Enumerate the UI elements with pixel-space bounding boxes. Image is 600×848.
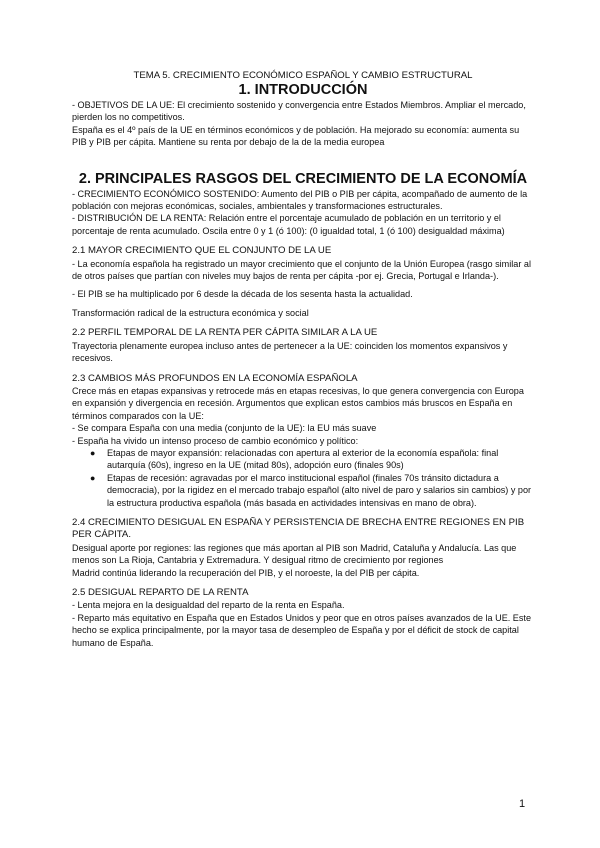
subsection-2-1-paragraph-2: - El PIB se ha multiplicado por 6 desde la década de los sesenta hasta la actualidad. <box>72 289 413 300</box>
section-2-paragraph-1: - CRECIMIENTO ECONÓMICO SOSTENIDO: Aumento del PIB o PIB per cápita, acompañado de aumento de la población con mejoras económicas, sociales, ambientales y transformaciones estructurales. <box>72 188 528 212</box>
subsection-2-5-paragraph-1: - Lenta mejora en la desigualdad del reparto de la renta en España. <box>72 600 345 611</box>
subsection-2-5-paragraph-2: - Reparto más equitativo en España que en Estados Unidos y peor que en otros países avanzados de la UE. Este hecho se explica principalmente, por la mayor tasa de desempleo de España y por el déficit de stock de capital humano de España. <box>72 612 532 648</box>
subsection-2-4-title: 2.4 CRECIMIENTO DESIGUAL EN ESPAÑA Y PERSISTENCIA DE BRECHA ENTRE REGIONES EN PIB PER CÁPITA. <box>72 516 525 541</box>
subsection-2-1-title: 2.1 MAYOR CRECIMIENTO QUE EL CONJUNTO DE LA UE <box>72 245 332 257</box>
intro-paragraph-1: - OBJETIVOS DE LA UE: El crecimiento sostenido y convergencia entre Estados Miembros. Ampliar el mercado, pierden los no competitivos. <box>72 100 526 123</box>
list-item <box>72 447 534 472</box>
document-title: TEMA 5. CRECIMIENTO ECONÓMICO ESPAÑOL Y CAMBIO ESTRUCTURAL <box>133 70 473 81</box>
section-2-paragraph-2: - DISTRIBUCIÓN DE LA RENTA: Relación entre el porcentaje acumulado de población en un territorio y el porcentaje de renta acumulado. Oscila entre 0 y 1 (ó 100): (0 igualdad total, 1 (ó 100) desigualdad máxima) <box>72 213 505 236</box>
list-item <box>72 472 534 509</box>
subsection-2-1-paragraph-3: Transformación radical de la estructura económica y social <box>72 307 309 318</box>
bullet-icon: ● <box>90 472 96 483</box>
subsection-2-1-paragraph-1: - La economía española ha registrado un mayor crecimiento que el conjunto de la Unión Europea (rasgo similar al de otros países que partían con niveles muy bajos de renta per cápita -por ej. Grecia, Portugal e Irlanda-). <box>72 258 531 282</box>
subsection-2-5-title: 2.5 DESIGUAL REPARTO DE LA RENTA <box>72 587 249 598</box>
list-item-text: Etapas de recesión: agravadas por el marco institucional español (finales 70s tránsito dictadura a democracia), por la rigidez en el mercado trabajo español (alto nivel de paro y salarios sin cambios) y por la estructura productiva española (más basada en actividades intensivas en mano de obra). <box>107 472 532 508</box>
subsection-2-3-paragraph-2: - Se compara España con una media (conjunto de la UE): la EU más suave <box>72 423 377 434</box>
page-number: 1 <box>519 798 526 810</box>
subsection-2-3-paragraph-1: Crece más en etapas expansivas y retrocede más en etapas recesivas, lo que genera convergencia con Europa en expansión y divergencia en recesión. Argumentos que explican estos cambios más bruscos en España en términos comparados con la UE: <box>72 385 524 421</box>
document-page <box>72 70 534 649</box>
bullet-icon: ● <box>90 447 96 458</box>
list-item-text: Etapas de mayor expansión: relacionadas con apertura al exterior de la economía española: final autarquía (60s), ingreso en la UE (mitad 80s), adopción euro (finales 90s) <box>107 447 499 471</box>
section-2-title: 2. PRINCIPALES RASGOS DEL CRECIMIENTO DE LA ECONOMÍA <box>78 170 528 187</box>
subsection-2-4-paragraph-1: Desigual aporte por regiones: las regiones que más aportan al PIB son Madrid, Cataluña y Andalucía. Las que menos son La Rioja, Cantabria y Extremadura. Y desigual ritmo de crecimiento por regiones <box>72 542 517 566</box>
section-1-title: 1. INTRODUCCIÓN <box>238 82 368 98</box>
subsection-2-2-paragraph-1: Trayectoria plenamente europea incluso antes de pertenecer a la UE: coinciden los momentos expansivos y recesivos. <box>72 340 508 364</box>
subsection-2-3-title: 2.3 CAMBIOS MÁS PROFUNDOS EN LA ECONOMÍA ESPAÑOLA <box>72 372 358 384</box>
subsection-2-4-paragraph-2: Madrid continúa liderando la recuperación del PIB, y el noroeste, la del PIB per cápita. <box>72 567 420 578</box>
intro-paragraph-2: España es el 4º país de la UE en términos económicos y de población. Ha mejorado su economía: aumenta su PIB y PIB per cápita. Mantiene su renta por debajo de la de la media europea <box>72 124 520 148</box>
subsection-2-2-title: 2.2 PERFIL TEMPORAL DE LA RENTA PER CÁPITA SIMILAR A LA UE <box>72 327 378 339</box>
subsection-2-3-paragraph-3: - España ha vivido un intenso proceso de cambio económico y político: <box>72 435 359 446</box>
